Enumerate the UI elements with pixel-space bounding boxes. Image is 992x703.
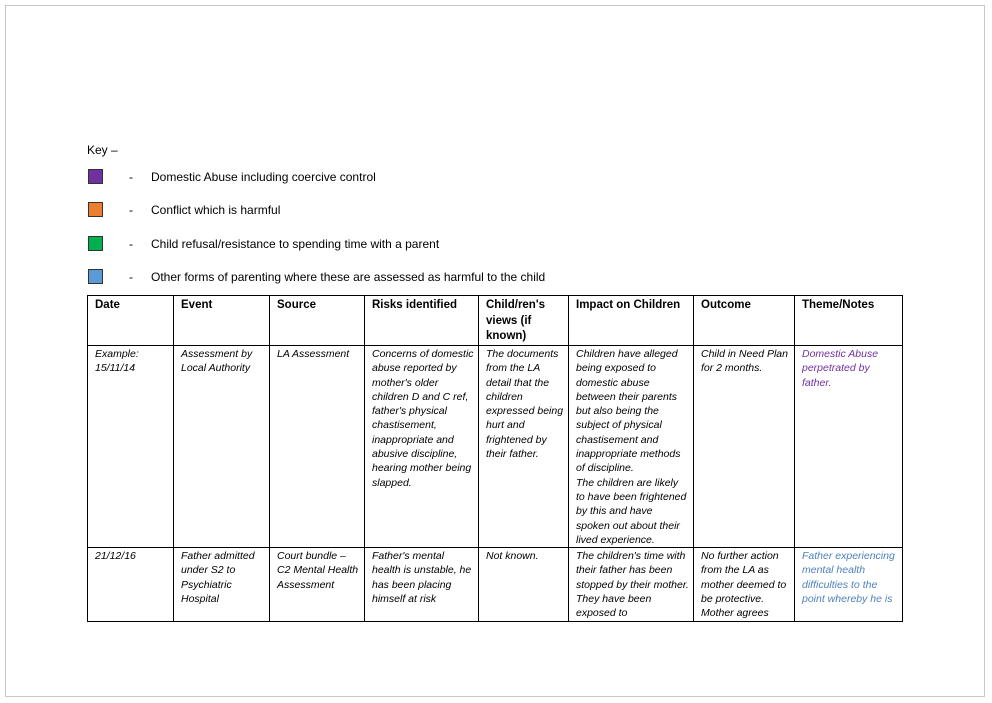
header-date: Date — [88, 296, 174, 346]
header-views: Child/ren's views (if known) — [479, 296, 569, 346]
cell-event: Assessment by Local Authority — [174, 346, 270, 548]
table-header-row — [88, 296, 903, 346]
key-dash: - — [129, 236, 133, 251]
header-risks: Risks identified — [365, 296, 479, 346]
cell-event: Father admitted under S2 to Psychiatric Hospital — [174, 548, 270, 621]
table-row — [88, 346, 903, 548]
cell-notes: Domestic Abuse perpetrated by father. — [795, 346, 903, 548]
cell-impact: Children have alleged being exposed to domestic abuse between their parents but also being the subject of physical chastisement and inappropriate methods of discipline. The children are likely to have been frightened by this and have spoken out about their lived experience. — [569, 346, 694, 548]
cell-date: Example: 15/11/14 — [88, 346, 174, 548]
cell-outcome: Child in Need Plan for 2 months. — [694, 346, 795, 548]
cell-notes: Father experiencing mental health difficulties to the point whereby he is — [795, 548, 903, 621]
cell-impact: The children's time with their father has been stopped by their mother. They have been exposed to — [569, 548, 694, 621]
chronology-table — [87, 295, 903, 622]
key-label: Domestic Abuse including coercive control — [151, 169, 376, 184]
header-event: Event — [174, 296, 270, 346]
header-source: Source — [270, 296, 365, 346]
cell-source: LA Assessment — [270, 346, 365, 548]
blue-swatch — [88, 269, 103, 284]
purple-swatch — [88, 169, 103, 184]
key-item-child-refusal — [88, 235, 440, 252]
key-dash: - — [129, 169, 133, 184]
cell-risks: Concerns of domestic abuse reported by mother's older children D and C ref, father's physical chastisement, inappropriate and abusive discipline, hearing mother being slapped. — [365, 346, 479, 548]
cell-outcome: No further action from the LA as mother deemed to be protective. Mother agrees — [694, 548, 795, 621]
header-impact: Impact on Children — [569, 296, 694, 346]
header-outcome: Outcome — [694, 296, 795, 346]
cell-risks: Father's mental health is unstable, he has been placing himself at risk — [365, 548, 479, 621]
key-dash: - — [129, 202, 133, 217]
key-item-domestic-abuse — [88, 168, 376, 185]
cell-source: Court bundle – C2 Mental Health Assessment — [270, 548, 365, 621]
table-row — [88, 548, 903, 621]
key-item-other-parenting — [88, 268, 546, 285]
key-title: Key – — [87, 143, 118, 157]
key-label: Child refusal/resistance to spending time with a parent — [151, 236, 440, 251]
key-label: Other forms of parenting where these are assessed as harmful to the child — [151, 269, 546, 284]
cell-views: The documents from the LA detail that the children expressed being hurt and frightened by their father. — [479, 346, 569, 548]
key-label: Conflict which is harmful — [151, 202, 281, 217]
key-dash: - — [129, 269, 133, 284]
green-swatch — [88, 236, 103, 251]
cell-views: Not known. — [479, 548, 569, 621]
orange-swatch — [88, 202, 103, 217]
header-notes: Theme/Notes — [795, 296, 903, 346]
cell-date: 21/12/16 — [88, 548, 174, 621]
key-item-conflict — [88, 201, 281, 218]
